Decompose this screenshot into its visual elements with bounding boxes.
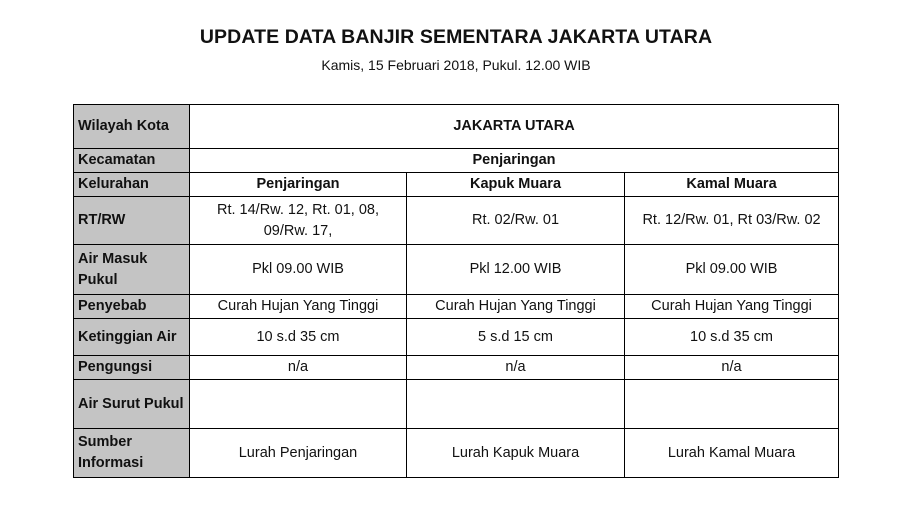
page-subtitle: Kamis, 15 Februari 2018, Pukul. 12.00 WIB (321, 57, 591, 73)
table-row-pengungsi (74, 356, 839, 380)
table-row-sumber (74, 429, 839, 478)
row-label-rtrw: RT/RW (74, 197, 190, 245)
ketinggian-cell-1: 10 s.d 35 cm (190, 319, 407, 356)
row-label-penyebab: Penyebab (74, 295, 190, 319)
row-label-pengungsi: Pengungsi (74, 356, 190, 380)
ketinggian-cell-3: 10 s.d 35 cm (625, 319, 839, 356)
rtrw-cell-1: Rt. 14/Rw. 12, Rt. 01, 08, 09/Rw. 17, (190, 197, 407, 245)
page-title: UPDATE DATA BANJIR SEMENTARA JAKARTA UTARA (199, 26, 713, 48)
air-masuk-cell-2: Pkl 12.00 WIB (407, 245, 625, 295)
ketinggian-cell-2: 5 s.d 15 cm (407, 319, 625, 356)
rtrw-cell-2: Rt. 02/Rw. 01 (407, 197, 625, 245)
row-label-kelurahan: Kelurahan (74, 173, 190, 197)
table-row-kecamatan (74, 149, 839, 173)
penyebab-cell-3: Curah Hujan Yang Tinggi (625, 295, 839, 319)
row-label-air-surut: Air Surut Pukul (74, 380, 190, 429)
air-masuk-cell-3: Pkl 09.00 WIB (625, 245, 839, 295)
sumber-cell-2: Lurah Kapuk Muara (407, 429, 625, 478)
air-masuk-cell-1: Pkl 09.00 WIB (190, 245, 407, 295)
row-label-kecamatan: Kecamatan (74, 149, 190, 173)
row-label-wilayah: Wilayah Kota (74, 105, 190, 149)
air-surut-cell-3 (625, 380, 839, 429)
table-row-kelurahan (74, 173, 839, 197)
row-label-ketinggian: Ketinggian Air (74, 319, 190, 356)
kelurahan-cell-1: Penjaringan (190, 173, 407, 197)
pengungsi-cell-1: n/a (190, 356, 407, 380)
sumber-cell-1: Lurah Penjaringan (190, 429, 407, 478)
row-label-air-masuk: Air Masuk Pukul (74, 245, 190, 295)
penyebab-cell-1: Curah Hujan Yang Tinggi (190, 295, 407, 319)
flood-data-table (73, 104, 839, 478)
pengungsi-cell-3: n/a (625, 356, 839, 380)
air-surut-cell-1 (190, 380, 407, 429)
table-row-air-masuk (74, 245, 839, 295)
penyebab-cell-2: Curah Hujan Yang Tinggi (407, 295, 625, 319)
row-label-sumber: Sumber Informasi (74, 429, 190, 478)
sumber-cell-3: Lurah Kamal Muara (625, 429, 839, 478)
kelurahan-cell-2: Kapuk Muara (407, 173, 625, 197)
kecamatan-value: Penjaringan (190, 149, 839, 173)
table-row-penyebab (74, 295, 839, 319)
rtrw-cell-3: Rt. 12/Rw. 01, Rt 03/Rw. 02 (625, 197, 839, 245)
air-surut-cell-2 (407, 380, 625, 429)
table-row-ketinggian (74, 319, 839, 356)
table-row-air-surut (74, 380, 839, 429)
wilayah-value: JAKARTA UTARA (190, 105, 839, 149)
table-row-wilayah (74, 105, 839, 149)
kelurahan-cell-3: Kamal Muara (625, 173, 839, 197)
table-row-rtrw (74, 197, 839, 245)
pengungsi-cell-2: n/a (407, 356, 625, 380)
